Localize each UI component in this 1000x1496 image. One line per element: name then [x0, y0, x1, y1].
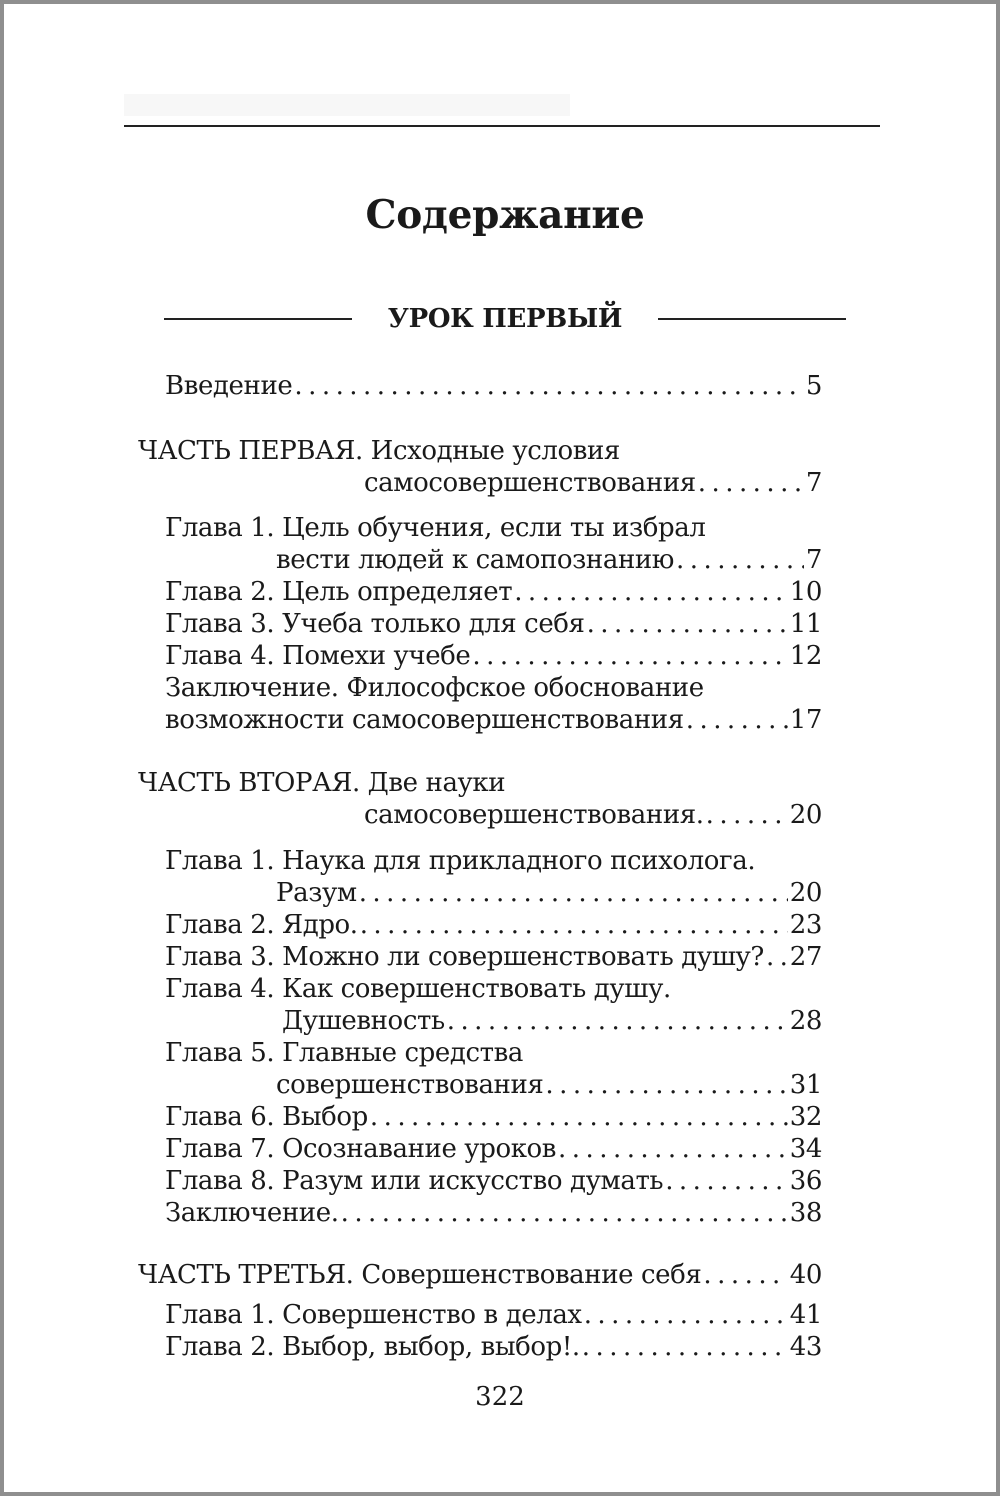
toc-entry-intro[interactable] [165, 369, 822, 403]
toc-entry-page: 23 [789, 910, 822, 940]
toc-entry-page: 41 [789, 1300, 822, 1330]
toc-leader [676, 543, 804, 577]
toc-leader [584, 1298, 788, 1332]
toc-entry-page: 32 [789, 1102, 822, 1132]
toc-entry-page: 20 [789, 800, 822, 830]
toc-entry-page: 10 [789, 577, 822, 607]
toc-entry-page: 27 [789, 942, 822, 972]
toc-entry-page: 5 [805, 371, 822, 401]
toc-entry-title: Глава 3. Можно ли совершенствовать душу? [165, 942, 764, 972]
page-number: 322 [475, 1382, 525, 1412]
toc-entry-p2-4[interactable]: Глава 4. Как совершенствовать душу. [165, 974, 671, 1004]
toc-leader [703, 1258, 787, 1292]
toc-entry-page: 7 [805, 545, 822, 575]
toc-entry-title: самосовершенствования [364, 468, 696, 498]
toc-entry-p1-conclusion-cont[interactable] [165, 703, 822, 737]
toc-entry-p2-3[interactable] [165, 940, 822, 974]
toc-entry-page: 43 [789, 1332, 822, 1362]
lesson-rule-left [164, 318, 352, 320]
toc-entry-p1-4[interactable] [165, 639, 822, 673]
toc-entry-title: возможности самосовершенствования [165, 705, 684, 735]
toc-entry-p1-1[interactable]: Глава 1. Цель обучения, если ты избрал [165, 513, 706, 543]
lesson-rule-right [658, 318, 846, 320]
toc-entry-title: вести людей к самопознанию [276, 545, 675, 575]
toc-entry-page: 38 [789, 1198, 822, 1228]
toc-part-1-heading[interactable]: ЧАСТЬ ПЕРВАЯ. Исходные условия [138, 436, 620, 466]
toc-leader [359, 876, 788, 910]
toc-entry-page: 7 [805, 468, 822, 498]
toc-entry-p2-1-cont[interactable] [276, 876, 822, 910]
toc-entry-page: 17 [789, 705, 822, 735]
toc-entry-title: Глава 2. Выбор, выбор, выбор!. [165, 1332, 580, 1362]
toc-entry-p1-3[interactable] [165, 607, 822, 641]
toc-entry-page: 31 [789, 1070, 822, 1100]
toc-leader [370, 1100, 788, 1134]
toc-entry-p1-1-cont[interactable] [276, 543, 822, 577]
toc-entry-page: 11 [789, 609, 822, 639]
toc-entry-page: 34 [789, 1134, 822, 1164]
toc-part-3-heading[interactable] [138, 1258, 822, 1292]
header-rule [124, 125, 880, 127]
toc-entry-p2-4-cont[interactable] [282, 1004, 822, 1038]
book-page [4, 4, 996, 1492]
toc-entry-p2-5[interactable]: Глава 5. Главные средства [165, 1038, 523, 1068]
toc-leader [766, 940, 788, 974]
toc-leader [686, 703, 788, 737]
toc-part-2-heading[interactable]: ЧАСТЬ ВТОРАЯ. Две науки [138, 768, 506, 798]
toc-entry-title: совершенствования [276, 1070, 544, 1100]
toc-part-2-continuation[interactable] [364, 798, 822, 832]
toc-entry-title: ЧАСТЬ ТРЕТЬЯ. Совершенствование себя [138, 1260, 702, 1290]
toc-entry-p2-2[interactable] [165, 908, 822, 942]
toc-entry-page: 40 [789, 1260, 822, 1290]
toc-leader [698, 466, 804, 500]
toc-entry-title: Глава 3. Учеба только для себя [165, 609, 585, 639]
toc-leader [706, 798, 788, 832]
toc-leader [341, 1196, 788, 1230]
toc-part-1-continuation[interactable] [364, 466, 822, 500]
toc-entry-title: Разум [276, 878, 357, 908]
toc-leader [587, 607, 788, 641]
toc-entry-p3-1[interactable] [165, 1298, 822, 1332]
toc-entry-title: Глава 1. Совершенство в делах [165, 1300, 582, 1330]
toc-entry-page: 28 [789, 1006, 822, 1036]
toc-leader [360, 908, 788, 942]
toc-entry-page: 36 [789, 1166, 822, 1196]
toc-entry-title: Глава 2. Цель определяет [165, 577, 513, 607]
toc-entry-p1-2[interactable] [165, 575, 822, 609]
toc-leader [582, 1330, 788, 1364]
page-title: Содержание [365, 192, 645, 238]
toc-entry-p2-6[interactable] [165, 1100, 822, 1134]
toc-leader [545, 1068, 787, 1102]
toc-leader [472, 639, 787, 673]
header-band [124, 94, 570, 116]
toc-entry-p2-7[interactable] [165, 1132, 822, 1166]
lesson-heading [164, 304, 846, 334]
toc-entry-page: 12 [789, 641, 822, 671]
toc-leader [665, 1164, 788, 1198]
toc-entry-p2-conclusion[interactable] [165, 1196, 822, 1230]
toc-entry-p1-conclusion[interactable]: Заключение. Философское обоснование [165, 673, 704, 703]
toc-leader [514, 575, 788, 609]
toc-entry-title: Душевность [282, 1006, 445, 1036]
toc-entry-title: Глава 2. Ядро. [165, 910, 358, 940]
toc-entry-page: 20 [789, 878, 822, 908]
toc-entry-title: Заключение. [165, 1198, 339, 1228]
toc-entry-p2-8[interactable] [165, 1164, 822, 1198]
toc-leader [447, 1004, 788, 1038]
toc-entry-p2-1[interactable]: Глава 1. Наука для прикладного психолога. [165, 846, 756, 876]
toc-entry-title: Глава 4. Помехи учебе [165, 641, 471, 671]
toc-leader [294, 369, 803, 403]
toc-entry-p2-5-cont[interactable] [276, 1068, 822, 1102]
toc-entry-title: Глава 7. Осознавание уроков [165, 1134, 557, 1164]
toc-entry-p3-2[interactable] [165, 1330, 822, 1364]
toc-entry-title: Глава 8. Разум или искусство думать [165, 1166, 664, 1196]
toc-entry-title: Введение [165, 371, 293, 401]
toc-leader [558, 1132, 788, 1166]
toc-entry-title: самосовершенствования. [364, 800, 704, 830]
toc-entry-title: Глава 6. Выбор [165, 1102, 368, 1132]
lesson-label: УРОК ПЕРВЫЙ [387, 304, 623, 334]
